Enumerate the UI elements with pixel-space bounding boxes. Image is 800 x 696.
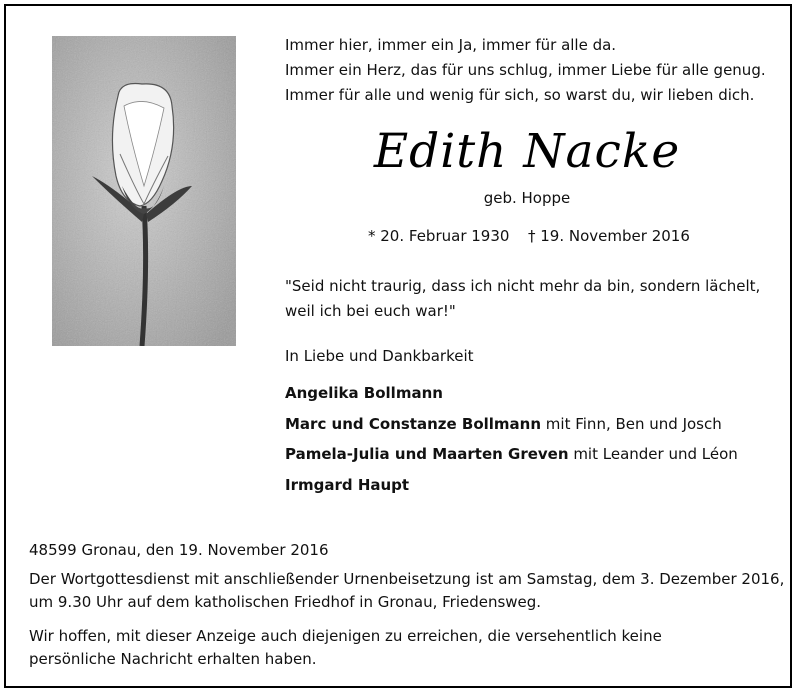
place-date: 48599 Gronau, den 19. November 2016 [29, 541, 329, 559]
service-line: Der Wortgottesdienst mit anschließender Urnenbeisetzung ist am Samstag, dem 3. Dezember 2016, [29, 570, 785, 588]
rose-icon [52, 36, 236, 346]
poem-line: Immer hier, immer ein Ja, immer für alle da. [285, 36, 617, 54]
mourner-extra: mit Finn, Ben und Josch [541, 415, 722, 433]
poem [285, 33, 766, 108]
mourner-line [285, 444, 738, 464]
quote-line: weil ich bei euch war!" [285, 302, 456, 320]
mourner-line [285, 383, 443, 403]
mourner-names: Marc und Constanze Bollmann [285, 415, 542, 433]
poem-line: Immer für alle und wenig für sich, so warst du, wir lieben dich. [285, 86, 755, 104]
service-line: um 9.30 Uhr auf dem katholischen Friedhof in Gronau, Friedensweg. [29, 593, 542, 611]
notice-line: Wir hoffen, mit dieser Anzeige auch diejenigen zu erreichen, die versehentlich keine [29, 627, 662, 645]
mourners-intro: In Liebe und Dankbarkeit [285, 347, 474, 365]
mourner-line [285, 414, 722, 434]
poem-line: Immer ein Herz, das für uns schlug, immer Liebe für alle genug. [285, 61, 766, 79]
death-date: † 19. November 2016 [528, 227, 690, 245]
mourner-line [285, 475, 409, 495]
mourner-names: Irmgard Haupt [285, 476, 410, 494]
mourner-extra: mit Leander und Léon [568, 445, 738, 463]
mourner-names: Pamela-Julia und Maarten Greven [285, 445, 569, 463]
quote-line: "Seid nicht traurig, dass ich nicht mehr da bin, sondern lächelt, [285, 277, 761, 295]
quote [285, 274, 760, 324]
notice-line: persönliche Nachricht erhalten haben. [29, 650, 317, 668]
birth-date: * 20. Februar 1930 [368, 227, 510, 245]
rose-photo [52, 36, 236, 346]
birth-name: geb. Hoppe [483, 189, 571, 207]
mourner-names: Angelika Bollmann [285, 384, 443, 402]
deceased-name: Edith Nacke [373, 124, 681, 179]
